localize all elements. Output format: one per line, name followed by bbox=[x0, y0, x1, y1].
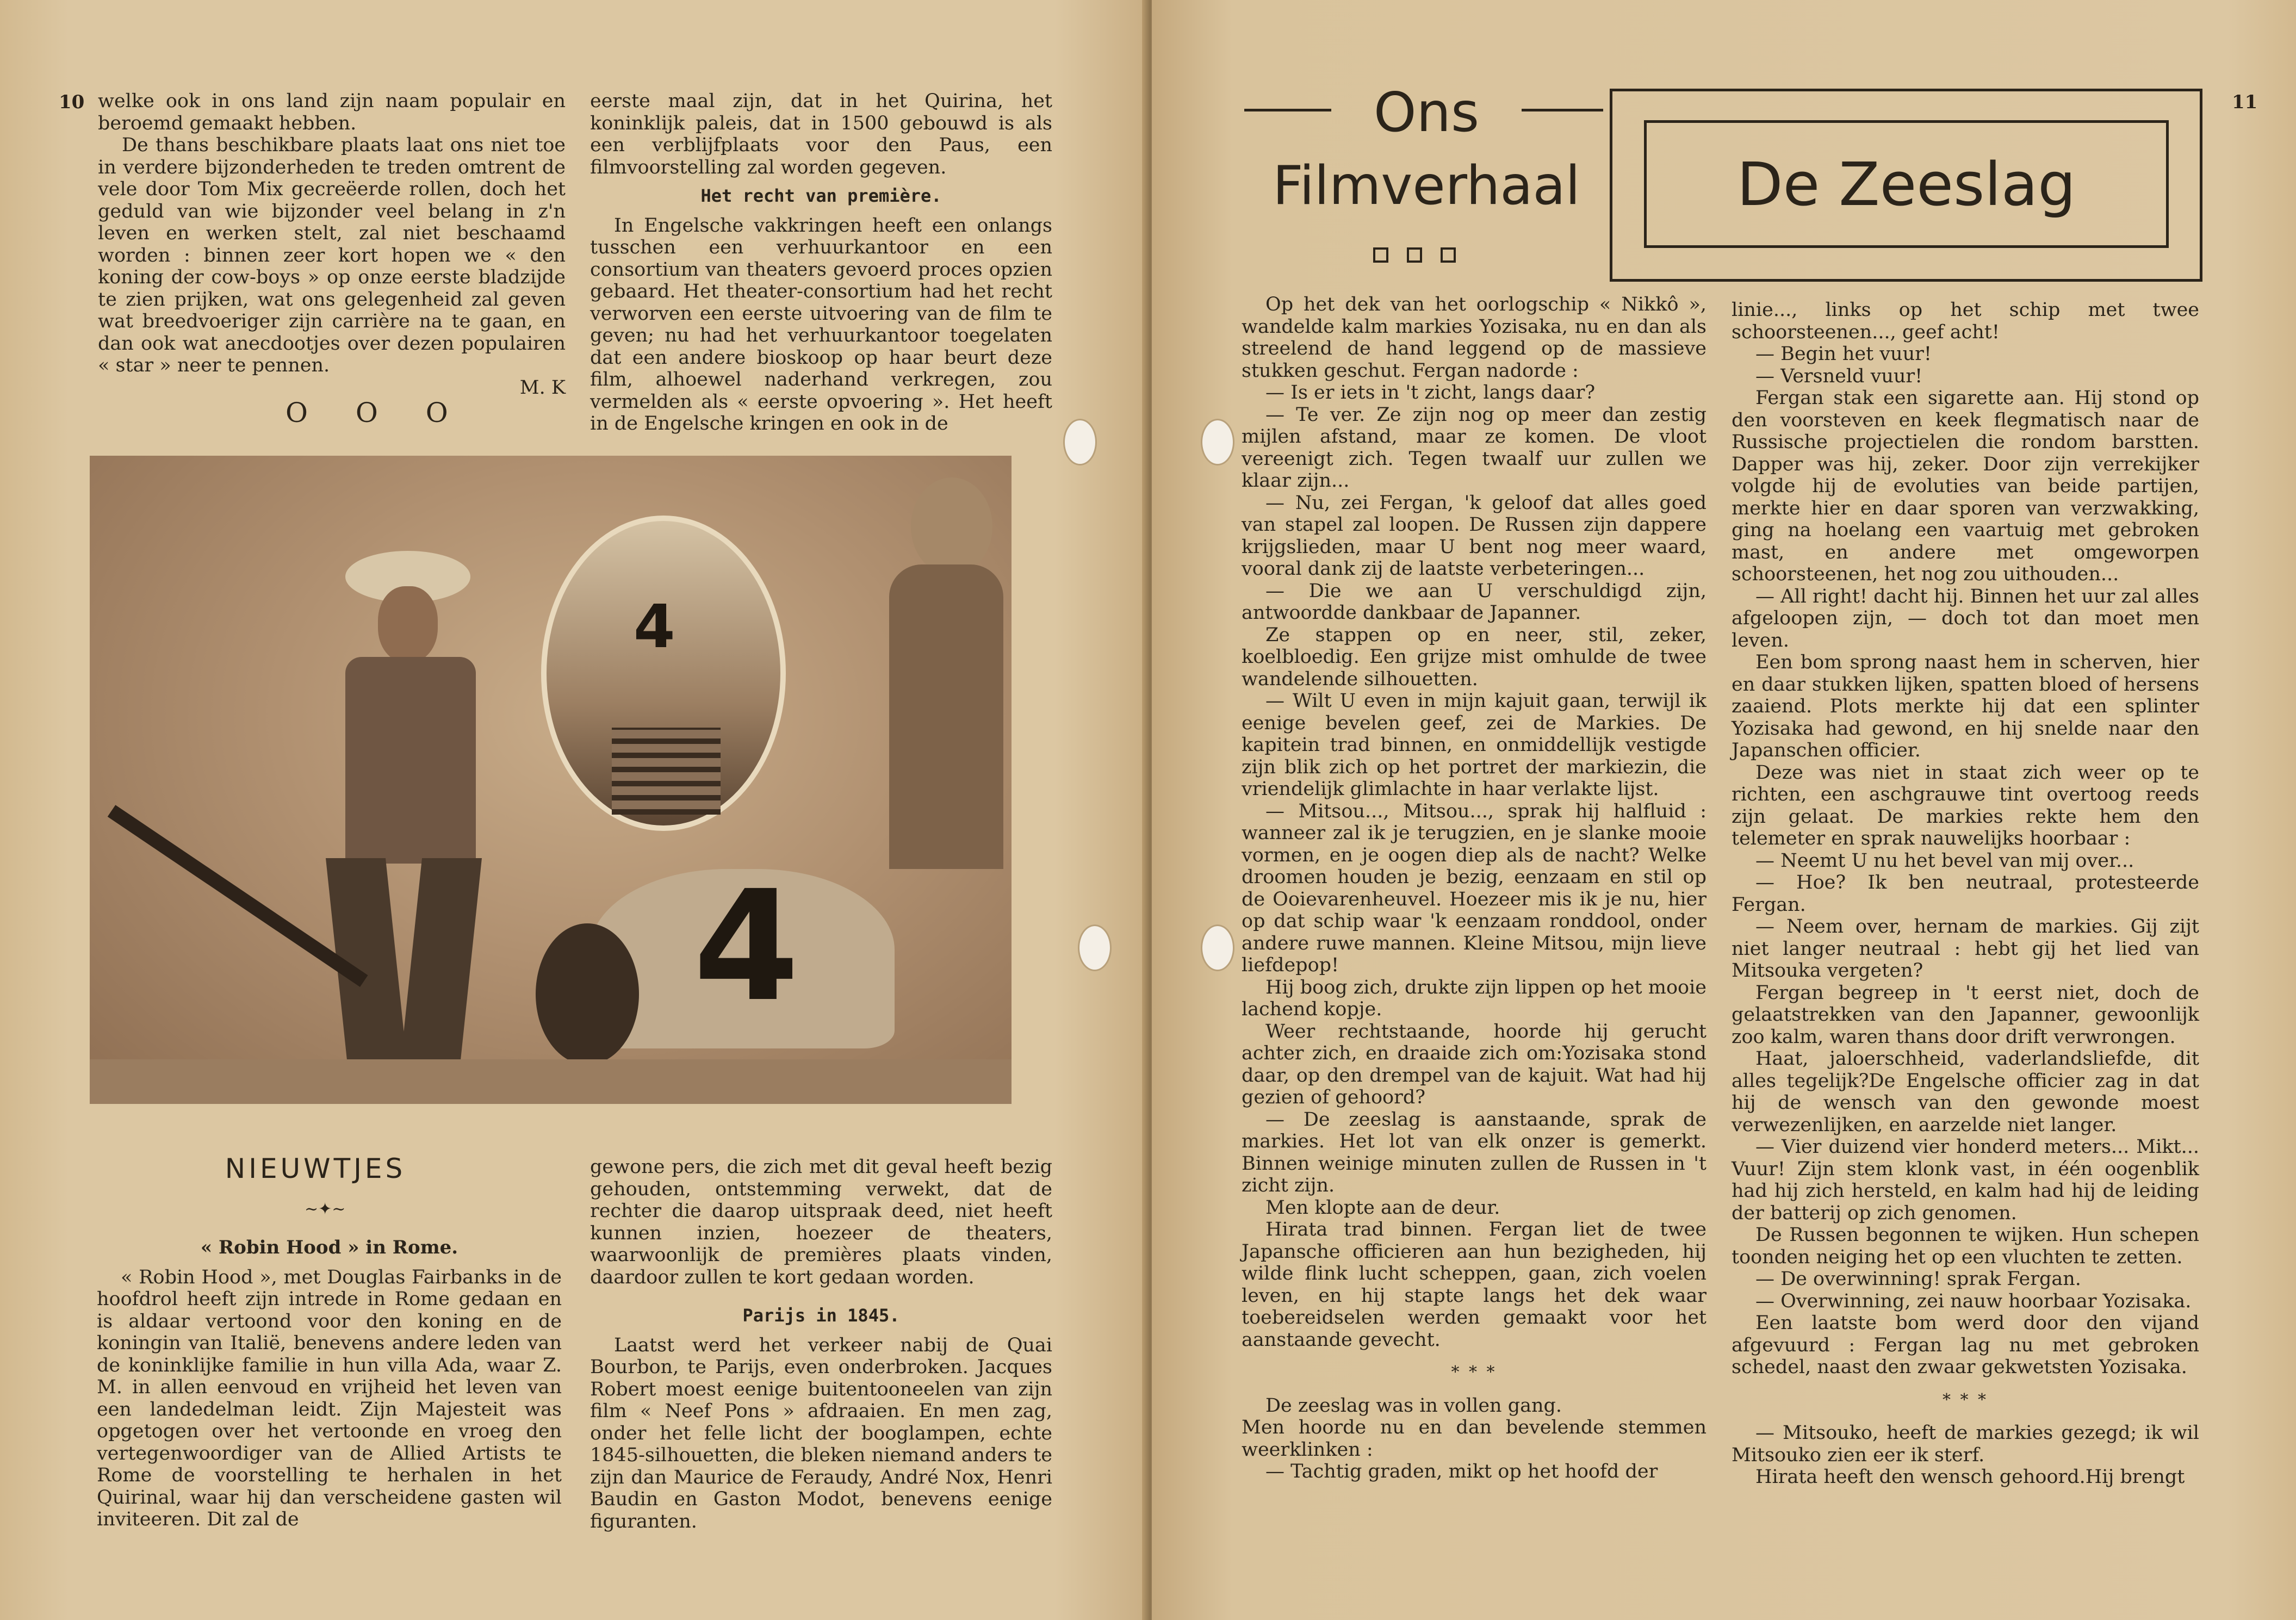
lever-bar bbox=[108, 805, 368, 987]
binder-hole bbox=[1063, 419, 1097, 465]
paragraph: — All right! dacht hij. Binnen het uur zal alles afgeloopen zijn, — doch tot dan moet men leven. bbox=[1732, 585, 2199, 651]
paragraph: Fergan stak een sigarette aan. Hij stond op den voorsteven en keek flegmatisch naar de Russische projectielen die rondom barstten. Dapper was hij, zeker. Door zijn verrekijker volgde hij de evoluties van beide partijen, merkte hier en daar sporen van verzwakking, ging na hoelang een vaartuig met gebroken mast, en andere met omgeworpen schoorsteenen, het nog zou uithouden... bbox=[1732, 387, 2199, 585]
paragraph: — Neem over, hernam de markies. Gij zijt niet langer neutraal : hebt gij het lied van Mitsouka vergeten? bbox=[1732, 916, 2199, 982]
title-rule bbox=[1244, 109, 1331, 111]
square-ornament bbox=[1373, 247, 1388, 263]
paris-article bbox=[590, 1156, 1052, 1532]
paragraph: Een bom sprong naast hem in scherven, hier en daar stukken lijken, spatten bloed of hersens zaaiend. Plots merkte hij dat een splinter Yozisaka had gewond, en hij snelde naar den Japanschen officier. bbox=[1732, 651, 2199, 761]
paragraph: — Vier duizend vier honderd meters... Mikt... Vuur! Zijn stem klonk vast, in één oogenblik had hij zich hersteld, en kalm had hij de leiding der batterij op zich genomen. bbox=[1732, 1136, 2199, 1224]
paragraph: welke ook in ons land zijn naam populair en beroemd gemaakt hebben. bbox=[98, 90, 566, 134]
cowboy-body bbox=[345, 657, 476, 864]
page-number-right: 11 bbox=[2232, 91, 2258, 113]
square-ornament bbox=[1407, 247, 1422, 263]
paragraph: Men klopte aan de deur. bbox=[1265, 1196, 1500, 1219]
ornament-flourish: ~✦~ bbox=[305, 1200, 346, 1219]
page-number-left: 10 bbox=[59, 91, 85, 113]
man-head bbox=[911, 477, 992, 575]
paragraph: Een laatste bom werd door den vijand afgevuurd : Fergan lag nu met gebroken schedel, naast den zwaar gekwetsten Yozisaka. bbox=[1732, 1312, 2199, 1378]
platform bbox=[90, 1059, 1012, 1104]
car-number-large: 4 bbox=[693, 858, 799, 1035]
paragraph: — Wilt U even in mijn kajuit gaan, terwijl ik eenige bevelen geef, zei de Markies. De kapitein trad binnen, en onmiddellijk vestigde zijn blik zich op het portret der markiezin, die vriendelijk glimlachte in haar verlakte lijst. bbox=[1242, 690, 1707, 800]
signature: M. K bbox=[519, 376, 566, 399]
tom-mix-article bbox=[98, 90, 566, 399]
paragraph: eerste maal zijn, dat in het Quirina, het koninklijk paleis, dat in 1500 gebouwd is als een verblijfplaats voor den Paus, een filmvoorstelling zal worden gegeven. bbox=[590, 90, 1052, 178]
paragraph: — Tachtig graden, mikt op het hoofd der bbox=[1265, 1461, 1658, 1482]
story-title-box bbox=[1610, 89, 2202, 282]
tom-mix-photo-collage bbox=[90, 456, 1012, 1104]
paragraph: — Is er iets in 't zicht, langs daar? bbox=[1265, 382, 1596, 404]
paragraph: — De zeeslag is aanstaande, sprak de markies. Het lot van elk onzer is gemerkt. Binnen weinige minuten zullen de Russen in 't zicht zijn. bbox=[1242, 1108, 1707, 1196]
paragraph: Haat, jaloerschheid, vaderlandsliefde, dit alles tegelijk?De Engelsche officier zag in dat hij de wensch van den gewonde moest verwezenlijken, en aarzelde niet langer. bbox=[1732, 1048, 2199, 1136]
car-wheel bbox=[536, 923, 639, 1065]
railway-track bbox=[612, 728, 721, 815]
heading-premiere: Het recht van première. bbox=[700, 185, 942, 206]
heading-robin-hood: « Robin Hood » in Rome. bbox=[200, 1237, 458, 1258]
paragraph: Ze stappen op en neer, stil, zeker, koelbloedig. Een grijze mist omhulde de twee wandelende silhouetten. bbox=[1242, 624, 1707, 690]
binder-hole bbox=[1078, 924, 1112, 971]
paragraph: De zeeslag was in vollen gang. bbox=[1265, 1394, 1562, 1417]
paragraph: — De overwinning! sprak Fergan. bbox=[1755, 1268, 2081, 1290]
paragraph: Laatst werd het verkeer nabij de Quai Bourbon, te Parijs, even onderbroken. Jacques Robert moest eenige buitentooneelen van zijn film « Neef Pons » afdraaien. En men zag, onder het felle licht der booglampen, echte 1845-silhouetten, die bleken niemand anders te zijn dan Maurice de Feraudy, André Nox, Henri Baudin en Gaston Modot, benevens eenige figuranten. bbox=[590, 1334, 1052, 1532]
paragraph: — Hoe? Ik ben neutraal, protesteerde Fergan. bbox=[1732, 872, 2199, 916]
paragraph: Hirata heeft den wensch gehoord.Hij brengt bbox=[1755, 1466, 2185, 1488]
paragraph: Men hoorde nu en dan bevelende stemmen weerklinken : bbox=[1242, 1417, 1707, 1461]
paragraph: De Russen begonnen te wijken. Hun schepen toonden neiging het op een vluchten te zetten. bbox=[1732, 1224, 2199, 1268]
section-heading-nieuwtjes: NIEUWTJES bbox=[225, 1153, 406, 1184]
title-filmverhaal: Filmverhaal bbox=[1273, 155, 1580, 217]
square-ornaments bbox=[1373, 247, 1456, 263]
premiere-article bbox=[590, 90, 1052, 435]
binder-hole bbox=[1201, 419, 1234, 465]
car-number-small: 4 bbox=[634, 592, 675, 661]
paragraph: Hij boog zich, drukte zijn lippen op het mooie lachend kopje. bbox=[1242, 976, 1707, 1020]
robin-hood-article bbox=[97, 1230, 562, 1531]
title-rule bbox=[1522, 109, 1603, 111]
story-column-2 bbox=[1732, 299, 2199, 1488]
paragraph: Op het dek van het oorlogschip « Nikkô », wandelde kalm markies Yozisaka, nu en dan als streelend de hand leggend op de massieve stukken geschut. Fergan nadorde : bbox=[1242, 294, 1707, 382]
paragraph: — Die we aan U verschuldigd zijn, antwoordde dankbaar de Japanner. bbox=[1242, 580, 1707, 624]
square-ornament bbox=[1441, 247, 1456, 263]
paragraph: « Robin Hood », met Douglas Fairbanks in de hoofdrol heeft zijn intrede in Rome gedaan en is aldaar vertoond voor den koning en de koningin van Italië, benevens andere leden van de koninklijke familie in hun villa Ada, waar Z. M. in allen eenvoud en vrijheid het leven van een landedelman leidt. Zijn Majesteit was opgetogen over het vertoonde en vroeg den vertegenwoordiger van de Allied Artists te Rome de voorstelling te herhalen in het Quirinal, waar hij dan verscheidene gasten wil inviteeren. Dit zal de bbox=[97, 1266, 562, 1530]
paragraph: — Te ver. Ze zijn nog op meer dan zestig mijlen afstand, maar ze komen. De vloot vereenigt zich. Tegen twaalf uur zullen we klaar zijn... bbox=[1242, 404, 1707, 492]
dinkus-ornament: O O O bbox=[286, 397, 468, 429]
story-title: De Zeeslag bbox=[1644, 120, 2169, 248]
cowboy-face bbox=[378, 586, 438, 662]
paragraph: — Neemt U nu het bevel van mij over... bbox=[1755, 849, 2134, 872]
paragraph: — Mitsouko, heeft de markies gezegd; ik wil Mitsouko zien eer ik sterf. bbox=[1732, 1422, 2199, 1466]
paragraph: Deze was niet in staat zich weer op te richten, een aschgrauwe tint overtoog reeds zijn gelaat. De markies rekte hem den telemeter en sprak nauwelijks hoorbaar : bbox=[1732, 761, 2199, 849]
paragraph: — Mitsou..., Mitsou..., sprak hij halfluid : wanneer zal ik je terugzien, en je slanke mooie vormen, en je oogen diep als de nacht? Welke droomen houden je bezig, eenzaam en stil op de Ooievarenheuvel. Hoezeer mis ik je nu, hier op dat schip waar 'k eenzaam ronddool, onder andere ruwe mannen. Kleine Mitsou, mijn lieve liefdepop! bbox=[1242, 800, 1707, 976]
man-body bbox=[889, 564, 1003, 869]
section-break-stars: * * * bbox=[1942, 1390, 1989, 1410]
paragraph: — Begin het vuur! bbox=[1755, 343, 1932, 365]
left-page bbox=[0, 0, 1146, 1620]
heading-paris: Parijs in 1845. bbox=[742, 1305, 900, 1326]
paragraph: Weer rechtstaande, hoorde hij gerucht achter zich, en draaide zich om:Yozisaka stond daar, op den drempel van de kajuit. Wat had hij gezien of gehoord? bbox=[1242, 1020, 1707, 1108]
paragraph: De thans beschikbare plaats laat ons niet toe in verdere bijzonderheden te treden omtrent de vele door Tom Mix gecreëerde rollen, doch het geduld van wie bijzonder veel belang in z'n leven en werken stelt, zal niet beschaamd worden : binnen zeer kort hopen we « den koning der cow-boys » op onze eerste bladzijde te zien prijken, wat ons gelegenheid zal geven wat breedvoeriger zijn carrière na te gaan, en dan ook wat anecdootjes over dezen populairen « star » neer te pennen. bbox=[98, 134, 566, 376]
title-ons: Ons bbox=[1373, 80, 1480, 144]
binder-hole bbox=[1201, 924, 1234, 971]
right-page bbox=[1152, 0, 2296, 1620]
paragraph: Fergan begreep in 't eerst niet, doch de gelaatstrekken van den Japanner, gewoonlijk zoo kalm, waren thans door drift verwrongen. bbox=[1732, 982, 2199, 1048]
paragraph: — Nu, zei Fergan, 'k geloof dat alles goed van stapel zal loopen. De Russen zijn dappere krijgslieden, maar U bent nog meer waard, vooral dank zij de laatste verbeteringen... bbox=[1242, 492, 1707, 580]
paragraph: — Versneld vuur! bbox=[1755, 365, 1923, 387]
cowboy-leg-right bbox=[399, 858, 482, 1076]
paragraph: In Engelsche vakkringen heeft een onlangs tusschen een verhuurkantoor en een consortium van theaters gevoerd proces opzien gebaard. Het theater-consortium had het recht verworven een eerste uitvoering van de film te geven; nu had het verhuurkantoor toegelaten dat een andere bioskoop op haar beurt deze film, alhoewel naderhand verkregen, zou vermelden als « eerste opvoering ». Het heeft in de Engelsche kringen en ook in de bbox=[590, 214, 1052, 435]
section-break-stars: * * * bbox=[1451, 1363, 1497, 1382]
story-column-1 bbox=[1242, 294, 1707, 1483]
paragraph: — Overwinning, zei nauw hoorbaar Yozisaka. bbox=[1755, 1290, 2192, 1312]
paragraph: linie..., links op het schip met twee schoorsteenen..., geef acht! bbox=[1732, 299, 2199, 343]
paragraph: gewone pers, die zich met dit geval heeft bezig gehouden, ontstemming verwekt, dat de rechter die daarop uitspraak deed, niet heeft kunnen inzien, hoezeer de theaters, waarwoonlijk de premières plaats vinden, daardoor zullen te kort gedaan worden. bbox=[590, 1156, 1052, 1288]
paragraph: Hirata trad binnen. Fergan liet de twee Japansche officieren aan hun bezigheden, hij wilde flink lucht scheppen, gaan, zich voelen leven, en hij stapte langs het dek waar toebereidselen werden gemaakt voor het aanstaande gevecht. bbox=[1242, 1219, 1707, 1351]
